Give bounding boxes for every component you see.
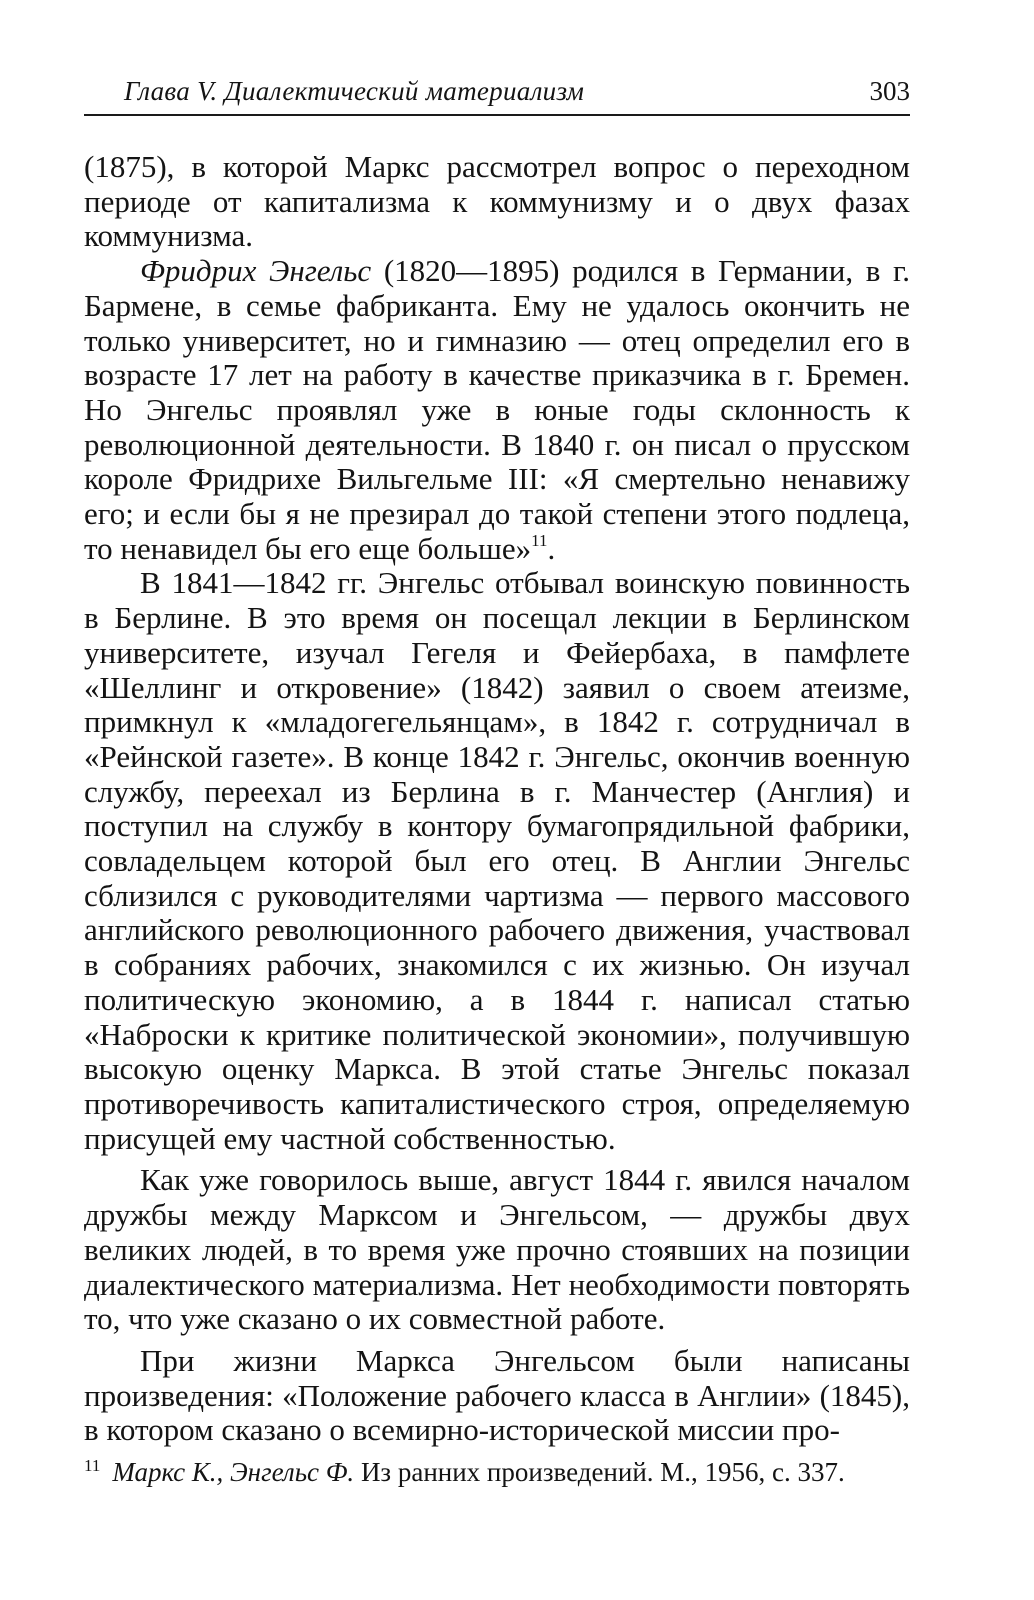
paragraph-text: (1820—1895) родился в Германии, в г. Бармене, в семье фабриканта. Ему не удалось окончить не только университет, но и гимназию — отец определил его в возрасте 17 лет на работу в качестве приказчика в г. Бремен. Но Энгельс проявлял уже в юные годы склонность к революционной деятельности. В 1840 г. он писал о прусском короле Фридрихе Вильгельме III: «Я смертельно ненавижу его; и если бы я не презирал до такой степени этого подлеца, то ненавидел бы его еще больше» [84,253,910,566]
footnote-authors: Маркс К., Энгельс Ф. [112,1457,355,1487]
footnote-reference: 11 [531,530,548,550]
page-number: 303 [869,76,910,106]
footnote-mark: 11 [84,1456,101,1475]
paragraph-works: При жизни Маркса Энгельсом были написаны произведения: «Положение рабочего класса в Англии» (1845), в котором сказано о всемирно-исторической миссии про- [84,1342,910,1448]
footnote-text: Из ранних произведений. М., 1956, с. 337. [354,1457,845,1487]
paragraph-engels-bio [84,254,910,566]
paragraph-berlin-manchester: В 1841—1842 гг. Энгельс отбывал воинскую повинность в Берлине. В это время он посещал лекции в Берлинском университете, изучал Гегеля и Фейербаха, в памфлете «Шеллинг и откровение» (1842) заявил о своем атеизме, примкнул к «младогегельянцам», в 1842 г. сотрудничал в «Рейнской газете». В конце 1842 г. Энгельс, окончив военную службу, переехал из Берлина в г. Манчестер (Англия) и поступил на службу в контору бумагопрядильной фабрики, совладельцем которой был его отец. В Англии Энгельс сблизился с руководителями чартизма — первого массового английского революционного рабочего движения, участвовал в собраниях рабочих, знакомился с их жизнью. Он изучал политическую экономию, а в 1844 г. написал статью «Наброски к критике политической экономии», получившую высокую оценку Маркса. В этой статье Энгельс показал противоречивость капиталистического строя, определяемую присущей ему частной собственностью. [84,565,910,1156]
paragraph-continued: (1875), в которой Маркс рассмотрел вопрос о переходном периоде от капитализма к коммунизму и о двух фазах коммунизма. [84,149,910,254]
footnote [84,1450,910,1488]
paragraph-friendship: Как уже говорилось выше, август 1844 г. явился началом дружбы между Марксом и Энгельсом, — дружбы двух великих людей, в то время уже прочно стоявших на позиции диалектического материализма. Нет необходимости повторять то, что уже сказано о их совместной работе. [84,1162,910,1337]
paragraph-end: . [547,530,556,566]
body-text [84,150,910,1448]
running-header [84,70,910,116]
book-page [84,70,910,1487]
person-name-italic: Фридрих Энгельс [140,253,372,289]
chapter-title: Глава V. Диалектический материализм [124,76,585,106]
